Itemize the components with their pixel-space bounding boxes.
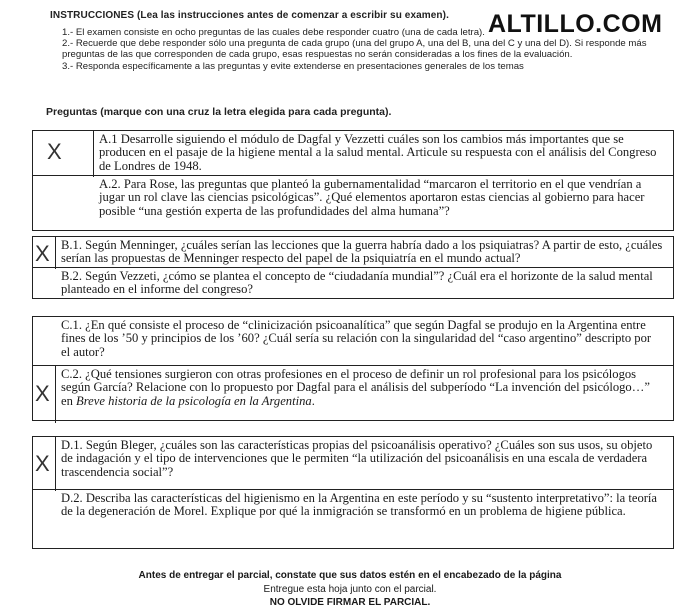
question-a2-text: A.2. Para Rose, las preguntas que planteó la gubernamentalidad “marcaron el territorio en el que vendrían a jugar un rol clave las ciencias psicológicas”. ¿Qué elementos aportaron estas ciencias al gobierno para hacer posible “una gestión experta de las profundidades del alma humana”? xyxy=(99,177,645,218)
instructions-list xyxy=(44,27,664,72)
instruction-2: 2.- Recuerde que debe responder sólo una pregunta de cada grupo (una del grupo A, una del B, una del C y una del D). Si responde más preguntas de las que corresponden de cada grupo, esas respuestas no serán consideradas a los fines de la evaluación. xyxy=(62,38,647,61)
question-c2 xyxy=(33,366,673,420)
question-a1 xyxy=(33,131,673,176)
question-c2-lead: C.2. ¿Qué tensiones surgieron con otras profesiones en el proceso de definir un rol profesional para los psicólogos según García? Relacione con lo propuesto por Dagfal para el análisis del subperíodo “La invención del psicólogo…” en xyxy=(61,367,650,408)
question-b2-text: B.2. Según Vezzeti, ¿cómo se plantea el concepto de “ciudadanía mundial”? ¿Cuál era el horizonte de la salud mental planteado en el informe del congreso? xyxy=(61,269,653,297)
site-logo: ALTILLO.COM xyxy=(488,10,663,38)
question-group-a xyxy=(32,130,674,231)
question-d2-text: D.2. Describa las características del higienismo en la Argentina en este período y su “sustento interpretativo”: la teoría de la degeneración de Morel. Explique por qué la inmigración se transformó en un problema de higiene pública. xyxy=(61,491,658,519)
question-group-d xyxy=(32,436,674,549)
question-c2-text xyxy=(33,366,673,409)
question-b2 xyxy=(33,268,673,298)
question-c2-end: . xyxy=(311,393,315,408)
question-d2 xyxy=(33,490,673,548)
question-d1-text: D.1. Según Bleger, ¿cuáles son las características propias del psicoanálisis operativo? ¿Cuáles son sus usos, su objeto de indagación y el tipo de intervenciones que le permiten “la utilización del psicoanálisis en una escala de verdadera trascendencia social”? xyxy=(61,438,653,479)
instruction-3: 3.- Responda específicamente a las preguntas y evite extenderse en presentaciones generales de los temas xyxy=(62,60,524,72)
question-a1-text: A.1 Desarrolle siguiendo el módulo de Dagfal y Vezzetti cuáles son los cambios más importantes que se producen en el pasaje de la higiene mental a la salud mental. Articule su respuesta con el análisis del Congreso de Londres de 1948. xyxy=(99,132,657,173)
footer-line-2: Entregue esta hoja junto con el parcial. xyxy=(263,584,437,595)
question-group-c xyxy=(32,316,674,421)
question-a2 xyxy=(33,176,673,230)
question-d1 xyxy=(33,437,673,490)
cross-mark-c: X xyxy=(35,381,50,406)
instruction-1: 1.- El examen consiste en ocho preguntas de las cuales debe responder cuatro (una de cada letra). xyxy=(62,27,485,38)
preguntas-title: Preguntas (marque con una cruz la letra elegida para cada pregunta). xyxy=(46,106,392,118)
question-c2-book-title: Breve historia de la psicología en la Argentina xyxy=(76,393,312,408)
instructions-title: INSTRUCCIONES (Lea las instrucciones antes de comenzar a escribir su examen). xyxy=(50,10,449,21)
footer-line-1: Antes de entregar el parcial, constate que sus datos estén en el encabezado de la página xyxy=(138,570,562,581)
question-c1-text: C.1. ¿En qué consiste el proceso de “clinicización psicoanalítica” que según Dagfal se produjo en la Argentina entre fines de los ’50 y principios de los ’60? ¿Cuál sería su relación con la singularidad del “caso argentino” descripto por el autor? xyxy=(61,318,652,359)
question-c1 xyxy=(33,317,673,366)
cross-mark-d: X xyxy=(35,451,50,476)
question-b1 xyxy=(33,237,673,268)
question-b1-text: B.1. Según Menninger, ¿cuáles serían las lecciones que la guerra habría dado a los psiquiatras? A partir de esto, ¿cuáles serían las propuestas de Menninger respecto del papel de la psiquiatría en el mundo actual? xyxy=(61,238,663,266)
cross-mark-a: X xyxy=(47,139,62,164)
footer-line-3: NO OLVIDE FIRMAR EL PARCIAL. xyxy=(269,597,431,608)
cross-mark-b: X xyxy=(35,241,50,266)
question-group-b xyxy=(32,236,674,299)
